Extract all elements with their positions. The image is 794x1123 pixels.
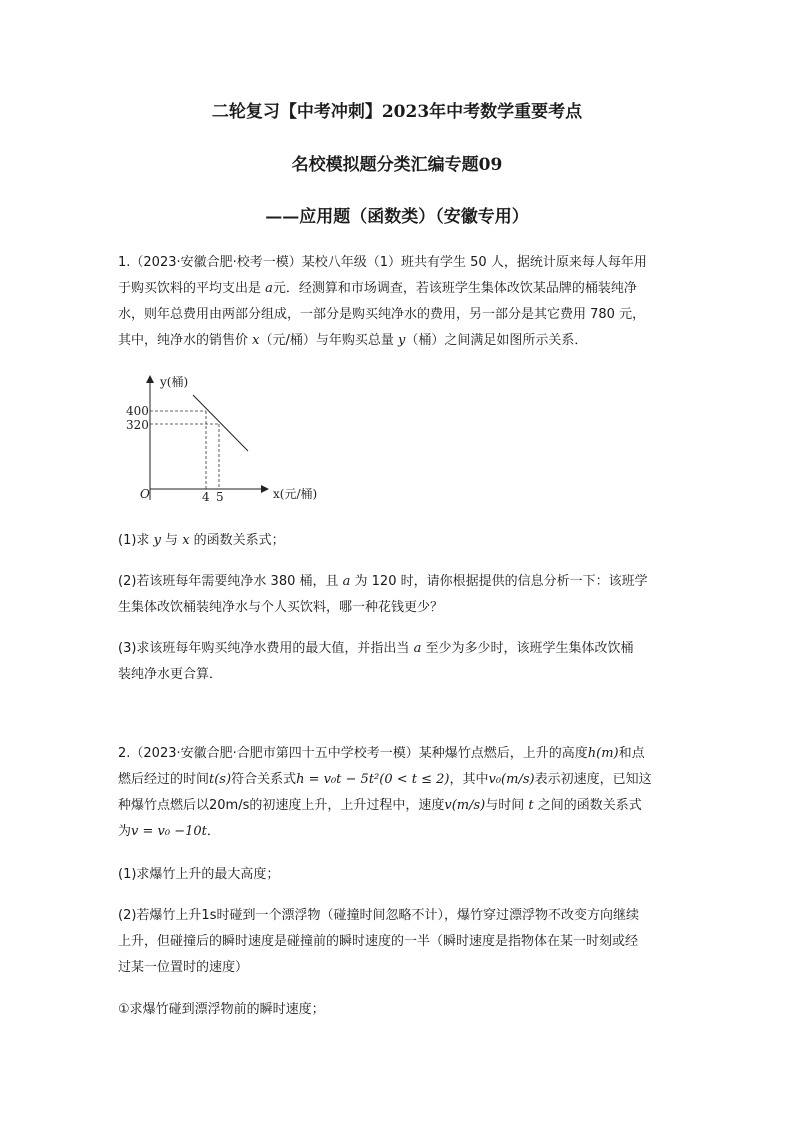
document-title-line1: 二轮复习【中考冲刺】2023年中考数学重要考点 bbox=[211, 102, 583, 122]
q1-line-3: 水，则年总费用由两部分组成，一部分是购买纯净水的费用，另一部分是其它费用 780 元， bbox=[118, 307, 646, 322]
x-tick-4: 4 bbox=[202, 490, 210, 504]
q1-line-2: 于购买饮料的平均支出是 a元．经测算和市场调查，若该班学生集体改饮某品牌的桶装纯净 bbox=[118, 281, 637, 296]
y-axis-label: y(桶) bbox=[160, 375, 189, 389]
q1-subquestion-2: (2)若该班每年需要纯净水 380 桶，且 a 为 120 时，请你根据提供的信息分析一下：该班学 生集体改饮桶装纯净水与个人买饮料，哪一种花钱更少？ bbox=[118, 574, 648, 615]
x-tick-5: 5 bbox=[216, 490, 224, 504]
q2-line-4: 为v = v₀ −10t． bbox=[118, 824, 220, 839]
q2-subquestion-1: (1)求爆竹上升的最大高度； bbox=[118, 867, 280, 882]
origin-label: O bbox=[140, 487, 150, 501]
document-title-line3: ——应用题（函数类）（安徽专用） bbox=[265, 207, 529, 227]
q2-line-3: 种爆竹点燃后以20m/s的初速度上升，上升过程中，速度v(m/s)与时间 t 之间的函数关系式 bbox=[118, 798, 642, 813]
function-line bbox=[193, 395, 248, 451]
q1-subquestion-1: (1)求 y 与 x 的函数关系式； bbox=[118, 533, 285, 548]
q1-subquestion-3: (3)求该班每年购买纯净水费用的最大值，并指出当 a 至少为多少时，该班学生集体改饮桶 装纯净水更合算． bbox=[118, 641, 634, 682]
document-title-line2: 名校模拟题分类汇编专题09 bbox=[291, 155, 503, 175]
price-quantity-graph bbox=[118, 370, 318, 510]
q2-line-2: 燃后经过的时间t(s)符合关系式h = v₀t − 5t²(0 < t ≤ 2)，其中v₀(m/s)表示初速度，已知这 bbox=[118, 772, 652, 787]
question-1-stem bbox=[118, 250, 678, 354]
q2-line-1: 2.（2023·安徽合肥·合肥市第四十五中学校考一模）某种爆竹点燃后，上升的高度h(m)和点 bbox=[118, 746, 645, 761]
q1-line-4: 其中，纯净水的销售价 x（元/桶）与年购买总量 y（桶）之间满足如图所示关系． bbox=[118, 333, 588, 348]
x-axis-label: x(元/桶) bbox=[273, 487, 318, 501]
q2-subquestion-2: (2)若爆竹上升1s时碰到一个漂浮物（碰撞时间忽略不计），爆竹穿过漂浮物不改变方向继续 上升，但碰撞后的瞬时速度是碰撞前的瞬时速度的一半（瞬时速度是指物体在某一时刻或经 过某一位置时的速度） bbox=[118, 908, 639, 975]
question-2-stem bbox=[118, 741, 678, 845]
q2-subquestion-2-part-1: ①求爆竹碰到漂浮物前的瞬时速度； bbox=[118, 1002, 325, 1017]
y-tick-400: 400 bbox=[126, 404, 149, 418]
q1-line-1: 1.（2023·安徽合肥·校考一模）某校八年级（1）班共有学生 50 人，据统计原来每人每年用 bbox=[118, 255, 647, 270]
y-tick-320: 320 bbox=[126, 418, 149, 432]
